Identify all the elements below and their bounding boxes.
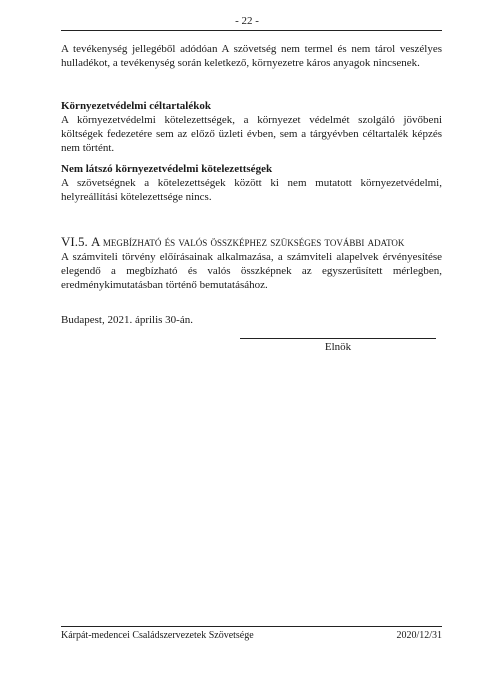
signature-role: Elnök [324,341,352,353]
place-date: Budapest, 2021. április 30-án. [61,314,193,326]
page-number: - 22 - [235,15,259,27]
env-provisions-heading: Környezetvédelmi céltartalékok [61,100,211,112]
footer-date: 2020/12/31 [396,630,442,641]
section-title [61,235,442,249]
env-provisions-body: A környezetvédelmi kötelezettségek, a környezet védelmét szolgáló jövőbeni költségek fedezetére sem az előző üzleti évben, sem a tárgyévben céltartalék képzés nem történt. [61,114,442,154]
signature-line [240,338,436,339]
hidden-obligations-body: A szövetségnek a kötelezettségek között ki nem mutatott környezetvédelmi, helyreállítási kötelezettsége nincs. [61,177,442,203]
footer-divider [61,626,442,627]
intro-paragraph: A tevékenység jellegéből adódóan A szövetség nem termel és nem tárol veszélyes hulladékot, a tevékenység során keletkező, környezetre káros anyagok nincsenek. [61,43,442,69]
section-body: A számviteli törvény előírásainak alkalmazása, a számviteli alapelvek érvényesítése elegendő a megbízható és valós összképnek az egyszerűsített mérlegben, eredménykimutatásban történő bemutatásához. [61,251,442,291]
header-divider [61,30,442,31]
section-number: VI.5. [61,234,88,249]
hidden-obligations-heading: Nem látszó környezetvédelmi kötelezettségek [61,163,273,175]
section-title-text: A megbízható és valós összképhez szükséges további adatok [90,234,405,249]
footer-organization: Kárpát-medencei Családszervezetek Szövetsége [61,630,254,641]
